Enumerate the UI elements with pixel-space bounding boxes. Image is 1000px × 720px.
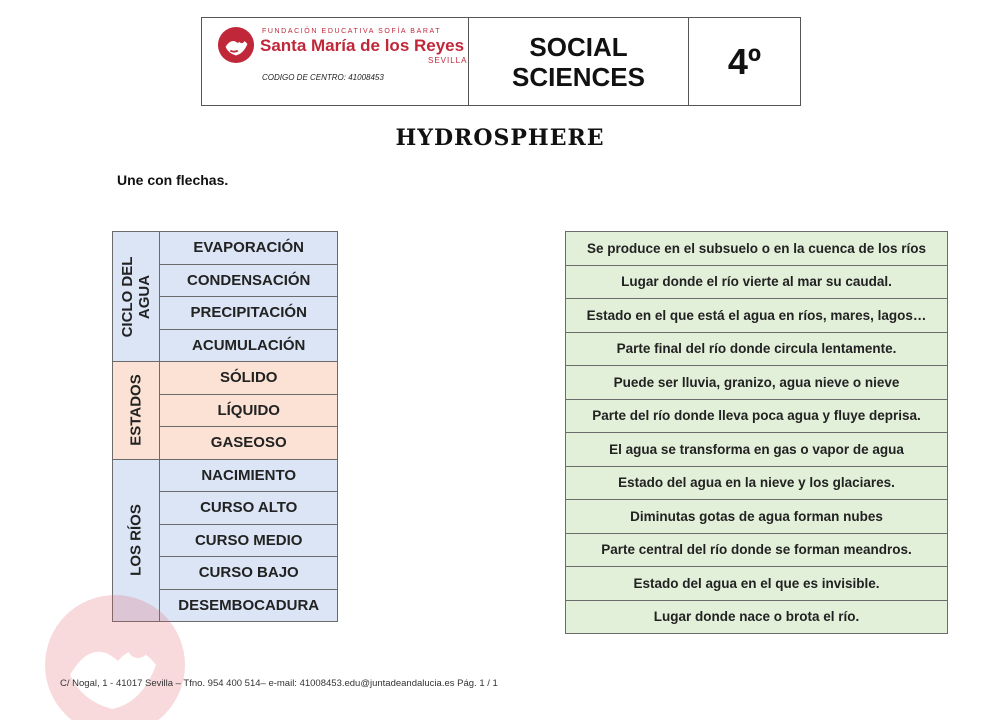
group-estados: [113, 362, 160, 460]
table-row: [566, 232, 948, 266]
term-cell[interactable]: DESEMBOCADURA: [160, 589, 338, 622]
group-ciclo-del-agua: [113, 232, 160, 362]
school-logo-cell: [202, 18, 469, 105]
term-cell[interactable]: SÓLIDO: [160, 362, 338, 395]
term-cell[interactable]: GASEOSO: [160, 427, 338, 460]
subject-line-1: SOCIAL: [529, 31, 628, 62]
table-row: [566, 332, 948, 366]
school-city: SEVILLA: [428, 56, 468, 65]
definition-cell[interactable]: Estado del agua en el que es invisible.: [566, 567, 948, 601]
term-cell[interactable]: CURSO BAJO: [160, 557, 338, 590]
definition-cell[interactable]: Estado del agua en la nieve y los glaciares.: [566, 466, 948, 500]
term-cell[interactable]: CURSO ALTO: [160, 492, 338, 525]
term-cell[interactable]: CURSO MEDIO: [160, 524, 338, 557]
table-row: [113, 232, 338, 265]
term-cell[interactable]: PRECIPITACIÓN: [160, 297, 338, 330]
definition-cell[interactable]: Lugar donde nace o brota el río.: [566, 600, 948, 634]
subject-line-2: SCIENCES: [512, 61, 645, 92]
definition-cell[interactable]: Estado en el que está el agua en ríos, mares, lagos…: [566, 299, 948, 333]
definition-cell[interactable]: Se produce en el subsuelo o en la cuenca de los ríos: [566, 232, 948, 266]
definition-cell[interactable]: Puede ser lluvia, granizo, agua nieve o nieve: [566, 366, 948, 400]
group-label-line-1: CICLO DEL: [119, 256, 137, 337]
table-row: [566, 366, 948, 400]
school-name: Santa María de los Reyes: [260, 36, 465, 55]
group-label: LOS RÍOS: [127, 504, 145, 577]
table-row: [566, 399, 948, 433]
term-cell[interactable]: LÍQUIDO: [160, 394, 338, 427]
header-table: [201, 17, 801, 106]
table-row: [566, 299, 948, 333]
center-code: CODIGO DE CENTRO: 41008453: [262, 73, 384, 82]
document-title: HYDROSPHERE: [395, 125, 605, 151]
term-cell[interactable]: EVAPORACIÓN: [160, 232, 338, 265]
table-row: [566, 500, 948, 534]
term-cell[interactable]: ACUMULACIÓN: [160, 329, 338, 362]
page-footer: C/ Nogal, 1 - 41017 Sevilla – Tfno. 954 400 514– e-mail: 41008453.edu@juntadeandalucia.es Pág. 1 / 1: [60, 678, 498, 689]
subject-cell: [469, 18, 689, 105]
foundation-name: FUNDACIÓN EDUCATIVA SOFÍA BARAT: [262, 28, 442, 35]
table-row: [566, 466, 948, 500]
table-row: [566, 533, 948, 567]
group-label: ESTADOS: [127, 374, 145, 446]
definition-cell[interactable]: Parte final del río donde circula lentamente.: [566, 332, 948, 366]
school-logo-icon: [217, 26, 255, 64]
definition-cell[interactable]: Lugar donde el río vierte al mar su caudal.: [566, 265, 948, 299]
table-row: [566, 265, 948, 299]
definition-cell[interactable]: Diminutas gotas de agua forman nubes: [566, 500, 948, 534]
instruction-text: Une con flechas.: [117, 172, 229, 188]
watermark-logo-icon: [40, 590, 190, 720]
concepts-table: [112, 231, 338, 622]
definition-cell[interactable]: El agua se transforma en gas o vapor de agua: [566, 433, 948, 467]
group-label-line-2: AGUA: [136, 274, 154, 319]
table-row: [566, 600, 948, 634]
subject-title: [512, 32, 645, 92]
definition-cell[interactable]: Parte del río donde lleva poca agua y fluye deprisa.: [566, 399, 948, 433]
term-cell[interactable]: CONDENSACIÓN: [160, 264, 338, 297]
term-cell[interactable]: NACIMIENTO: [160, 459, 338, 492]
definition-cell[interactable]: Parte central del río donde se forman meandros.: [566, 533, 948, 567]
definitions-table: [565, 231, 948, 634]
grade-label: 4º: [727, 40, 762, 82]
table-row: [566, 433, 948, 467]
table-row: [113, 459, 338, 492]
table-row: [113, 362, 338, 395]
table-row: [566, 567, 948, 601]
group-label: [119, 256, 153, 337]
grade-cell: [689, 18, 800, 105]
